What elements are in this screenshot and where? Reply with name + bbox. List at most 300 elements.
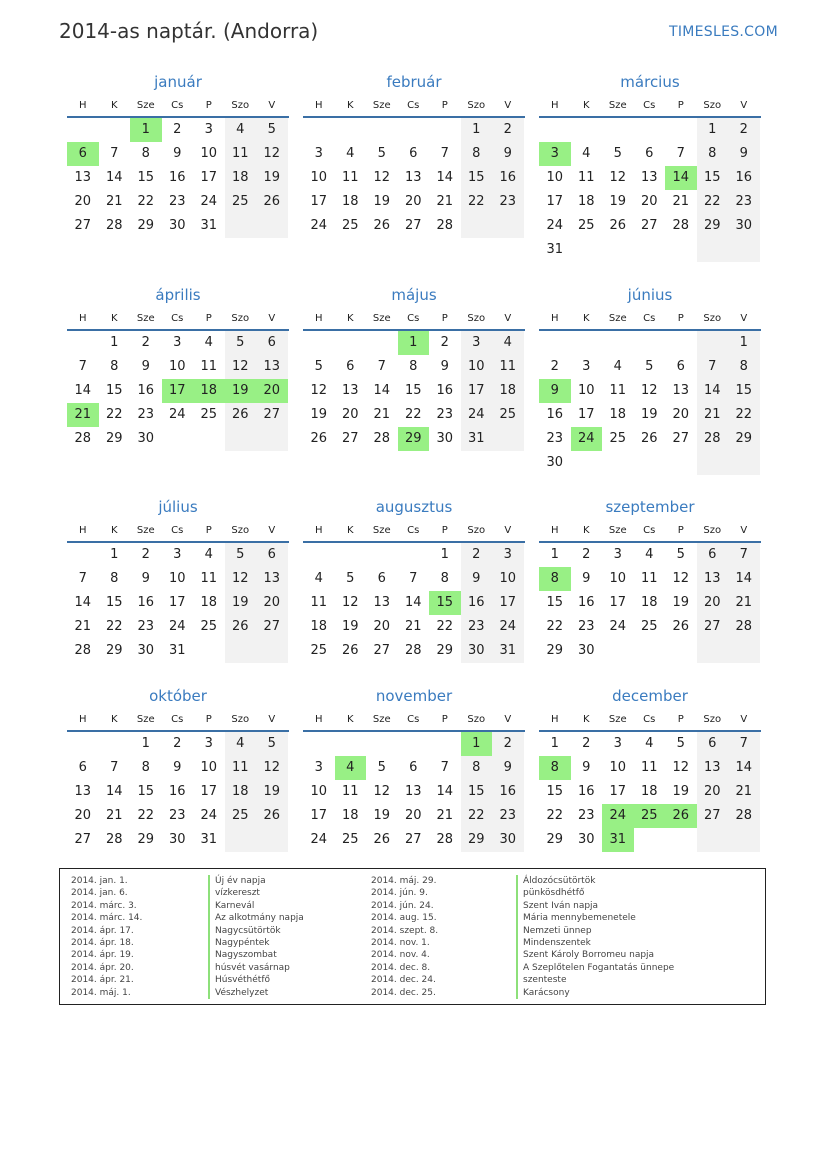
weekday-label: Sze — [136, 525, 155, 536]
day-cell: 23 — [577, 619, 595, 634]
day-cell: 10 — [577, 383, 595, 398]
day-cell: 24 — [168, 619, 186, 634]
day-cell: 18 — [225, 166, 257, 190]
legend-holiday-name: Áldozócsütörtök — [516, 875, 674, 887]
day-cell: 13 — [74, 784, 92, 799]
day-cell: 11 — [609, 383, 627, 398]
day-cell: 3 — [204, 736, 213, 751]
weekday-label: H — [314, 313, 323, 324]
day-grid — [67, 118, 289, 238]
day-cell: 15 — [404, 383, 422, 398]
day-cell: 7 — [676, 146, 685, 161]
day-cell: 5 — [676, 547, 685, 562]
day-cell: 7 — [728, 543, 760, 567]
day-cell: 31 — [200, 218, 218, 233]
weekday-label: K — [110, 525, 118, 536]
day-cell: 2 — [141, 547, 150, 562]
weekday-label: Szo — [231, 100, 250, 111]
day-cell: 9 — [173, 760, 182, 775]
day-cell: 6 — [256, 331, 288, 355]
empty-cell — [665, 828, 697, 852]
day-cell: 3 — [314, 760, 323, 775]
legend-date: 2014. máj. 1. — [71, 987, 131, 998]
empty-cell — [366, 543, 398, 567]
day-cell: 22 — [461, 190, 493, 214]
weekday-label: Cs — [643, 525, 656, 536]
day-cell: 14 — [728, 567, 760, 591]
day-cell: 4 — [645, 547, 654, 562]
empty-cell — [193, 639, 225, 663]
month-name: október — [149, 687, 207, 705]
legend-names-left — [208, 875, 304, 999]
empty-cell — [665, 118, 697, 142]
empty-cell — [398, 732, 430, 756]
day-cell: 27 — [404, 832, 422, 847]
month-name: június — [627, 286, 673, 304]
day-cell: 3 — [461, 331, 493, 355]
day-cell: 15 — [546, 595, 564, 610]
month-name: július — [158, 498, 198, 516]
day-cell: 18 — [225, 780, 257, 804]
empty-cell — [634, 828, 666, 852]
day-cell: 5 — [377, 760, 386, 775]
day-cell: 20 — [256, 379, 288, 403]
day-cell: 22 — [546, 619, 564, 634]
empty-cell — [665, 451, 697, 475]
day-cell: 29 — [137, 832, 155, 847]
legend-holiday-name: Karácsony — [516, 987, 674, 999]
empty-cell — [429, 732, 461, 756]
day-cell: 9 — [461, 567, 493, 591]
weekday-label: H — [314, 525, 323, 536]
day-cell: 19 — [256, 780, 288, 804]
weekday-label: Cs — [407, 313, 420, 324]
legend-holiday-name: Szent Iván napja — [516, 900, 674, 912]
day-cell: 2 — [173, 736, 182, 751]
day-cell: 8 — [110, 359, 119, 374]
day-grid — [67, 732, 289, 852]
day-cell: 29 — [436, 643, 454, 658]
day-cell: 14 — [373, 383, 391, 398]
weekday-label: H — [314, 714, 323, 725]
day-cell: 21 — [373, 407, 391, 422]
day-cell: 20 — [640, 194, 658, 209]
day-cell: 23 — [168, 194, 186, 209]
day-cell: 28 — [74, 431, 92, 446]
day-cell: 8 — [697, 142, 729, 166]
day-cell: 8 — [461, 756, 493, 780]
day-cell: 21 — [67, 403, 99, 427]
empty-cell — [728, 828, 760, 852]
day-cell: 29 — [105, 643, 123, 658]
empty-cell — [697, 639, 729, 663]
month-block — [539, 686, 761, 852]
day-cell: 19 — [640, 407, 658, 422]
legend-holiday-name: szenteste — [516, 974, 674, 986]
legend-date: 2014. szept. 8. — [371, 925, 439, 936]
day-cell: 10 — [310, 170, 328, 185]
day-cell: 10 — [492, 567, 524, 591]
day-cell: 27 — [697, 615, 729, 639]
day-cell: 25 — [225, 190, 257, 214]
weekday-label: P — [205, 100, 212, 111]
day-cell: 11 — [225, 142, 257, 166]
day-cell: 5 — [314, 359, 323, 374]
empty-cell — [99, 732, 131, 756]
day-cell: 21 — [672, 194, 690, 209]
day-cell: 11 — [640, 760, 658, 775]
month-name: szeptember — [605, 498, 695, 516]
day-cell: 23 — [137, 619, 155, 634]
day-cell: 23 — [137, 407, 155, 422]
month-block — [303, 72, 525, 238]
day-cell: 12 — [256, 142, 288, 166]
weekday-header — [67, 710, 289, 732]
empty-cell — [634, 639, 666, 663]
day-cell: 28 — [74, 643, 92, 658]
day-cell: 30 — [137, 431, 155, 446]
day-cell: 13 — [341, 383, 359, 398]
day-cell: 14 — [436, 784, 454, 799]
day-cell: 18 — [640, 595, 658, 610]
month-name: március — [620, 73, 680, 91]
day-cell: 17 — [609, 784, 627, 799]
day-cell: 26 — [225, 615, 257, 639]
day-cell: 23 — [461, 615, 493, 639]
day-cell: 4 — [346, 146, 355, 161]
month-name: november — [375, 687, 453, 705]
day-cell: 7 — [78, 359, 87, 374]
day-cell: 25 — [492, 403, 524, 427]
day-cell: 27 — [672, 431, 690, 446]
day-cell: 15 — [105, 383, 123, 398]
day-cell: 2 — [550, 359, 559, 374]
day-cell: 8 — [440, 571, 449, 586]
weekday-header — [303, 710, 525, 732]
legend-date: 2014. ápr. 20. — [71, 962, 134, 973]
weekday-label: Cs — [407, 525, 420, 536]
day-cell: 4 — [204, 335, 213, 350]
day-cell: 1 — [141, 736, 150, 751]
day-cell: 3 — [314, 146, 323, 161]
day-cell: 23 — [546, 431, 564, 446]
day-cell: 1 — [398, 331, 430, 355]
holiday-legend — [59, 868, 766, 1005]
day-cell: 31 — [461, 427, 493, 451]
day-cell: 8 — [141, 146, 150, 161]
day-cell: 22 — [436, 619, 454, 634]
weekday-label: Cs — [643, 313, 656, 324]
day-cell: 30 — [137, 643, 155, 658]
weekday-label: P — [441, 313, 448, 324]
day-cell: 23 — [577, 808, 595, 823]
empty-cell — [256, 214, 288, 238]
month-block — [67, 497, 289, 663]
day-cell: 6 — [256, 543, 288, 567]
day-cell: 31 — [168, 643, 186, 658]
day-cell: 1 — [461, 118, 493, 142]
day-cell: 14 — [436, 170, 454, 185]
day-cell: 25 — [225, 804, 257, 828]
day-cell: 3 — [582, 359, 591, 374]
day-cell: 29 — [461, 828, 493, 852]
month-block — [67, 72, 289, 238]
weekday-label: K — [110, 714, 118, 725]
day-cell: 21 — [105, 194, 123, 209]
day-cell: 12 — [256, 756, 288, 780]
empty-cell — [539, 118, 571, 142]
day-cell: 29 — [398, 427, 430, 451]
day-cell: 5 — [346, 571, 355, 586]
legend-date: 2014. ápr. 17. — [71, 925, 134, 936]
empty-cell — [67, 543, 99, 567]
weekday-label: V — [268, 313, 276, 324]
legend-date: 2014. jún. 24. — [371, 900, 434, 911]
weekday-label: V — [268, 714, 276, 725]
day-cell: 22 — [546, 808, 564, 823]
weekday-label: V — [268, 525, 276, 536]
weekday-label: V — [504, 313, 512, 324]
day-cell: 3 — [492, 543, 524, 567]
day-cell: 15 — [137, 170, 155, 185]
day-cell: 15 — [461, 780, 493, 804]
weekday-label: P — [441, 525, 448, 536]
weekday-label: Szo — [231, 313, 250, 324]
weekday-header — [67, 521, 289, 543]
day-cell: 28 — [728, 804, 760, 828]
weekday-label: Sze — [608, 525, 627, 536]
day-cell: 18 — [341, 194, 359, 209]
day-cell: 22 — [728, 403, 760, 427]
weekday-label: V — [740, 525, 748, 536]
day-cell: 22 — [105, 619, 123, 634]
day-cell: 22 — [404, 407, 422, 422]
day-cell: 18 — [200, 595, 218, 610]
weekday-label: K — [346, 100, 354, 111]
day-cell: 6 — [346, 359, 355, 374]
day-cell: 20 — [697, 591, 729, 615]
day-cell: 24 — [546, 218, 564, 233]
day-cell: 26 — [640, 431, 658, 446]
day-cell: 27 — [640, 218, 658, 233]
weekday-label: Sze — [608, 100, 627, 111]
day-cell: 10 — [546, 170, 564, 185]
day-cell: 7 — [409, 571, 418, 586]
weekday-label: Sze — [372, 313, 391, 324]
weekday-label: Szo — [703, 525, 722, 536]
weekday-label: H — [78, 313, 87, 324]
day-cell: 13 — [697, 756, 729, 780]
legend-date: 2014. dec. 24. — [371, 975, 436, 986]
day-cell: 16 — [728, 166, 760, 190]
day-cell: 25 — [200, 619, 218, 634]
legend-date: 2014. ápr. 19. — [71, 950, 134, 961]
weekday-label: K — [582, 100, 590, 111]
day-cell: 23 — [728, 190, 760, 214]
empty-cell — [335, 543, 367, 567]
day-cell: 9 — [141, 571, 150, 586]
day-cell: 7 — [440, 146, 449, 161]
day-cell: 1 — [550, 547, 559, 562]
day-cell: 22 — [137, 194, 155, 209]
day-cell: 24 — [200, 194, 218, 209]
day-cell: 15 — [105, 595, 123, 610]
day-cell: 20 — [256, 591, 288, 615]
day-cell: 1 — [461, 732, 493, 756]
day-cell: 14 — [74, 595, 92, 610]
day-grid — [539, 732, 761, 852]
month-name: május — [391, 286, 437, 304]
day-cell: 2 — [582, 736, 591, 751]
day-cell: 15 — [728, 379, 760, 403]
day-cell: 9 — [539, 379, 571, 403]
day-cell: 30 — [492, 828, 524, 852]
day-cell: 8 — [461, 142, 493, 166]
day-cell: 5 — [256, 118, 288, 142]
day-cell: 12 — [609, 170, 627, 185]
day-cell: 10 — [461, 355, 493, 379]
empty-cell — [728, 639, 760, 663]
day-cell: 17 — [461, 379, 493, 403]
day-cell: 20 — [404, 808, 422, 823]
day-cell: 17 — [492, 591, 524, 615]
day-cell: 19 — [310, 407, 328, 422]
weekday-label: Sze — [608, 313, 627, 324]
day-cell: 4 — [335, 756, 367, 780]
empty-cell — [303, 331, 335, 355]
day-cell: 13 — [256, 355, 288, 379]
weekday-header — [539, 710, 761, 732]
day-cell: 6 — [409, 760, 418, 775]
weekday-label: H — [314, 100, 323, 111]
day-cell: 22 — [105, 407, 123, 422]
day-cell: 16 — [137, 383, 155, 398]
day-cell: 27 — [74, 832, 92, 847]
empty-cell — [256, 427, 288, 451]
day-cell: 24 — [310, 832, 328, 847]
day-cell: 1 — [130, 118, 162, 142]
empty-cell — [461, 214, 493, 238]
day-cell: 24 — [310, 218, 328, 233]
month-block — [539, 72, 761, 262]
day-cell: 9 — [728, 142, 760, 166]
day-cell: 24 — [200, 808, 218, 823]
day-cell: 17 — [310, 808, 328, 823]
legend-holiday-name: Karnevál — [208, 900, 304, 912]
empty-cell — [492, 214, 524, 238]
empty-cell — [571, 238, 603, 262]
weekday-label: K — [582, 525, 590, 536]
day-cell: 24 — [571, 427, 603, 451]
day-cell: 6 — [676, 359, 685, 374]
day-cell: 21 — [728, 591, 760, 615]
day-cell: 24 — [609, 619, 627, 634]
day-cell: 24 — [461, 403, 493, 427]
empty-cell — [162, 427, 194, 451]
legend-holiday-name: húsvét vasárnap — [208, 962, 304, 974]
legend-date: 2014. ápr. 21. — [71, 975, 134, 986]
empty-cell — [634, 238, 666, 262]
day-cell: 30 — [461, 639, 493, 663]
day-cell: 10 — [200, 760, 218, 775]
day-cell: 6 — [645, 146, 654, 161]
weekday-label: H — [78, 714, 87, 725]
day-cell: 15 — [429, 591, 461, 615]
day-cell: 20 — [74, 808, 92, 823]
day-cell: 25 — [640, 619, 658, 634]
weekday-label: V — [740, 313, 748, 324]
weekday-header — [539, 521, 761, 543]
legend-holiday-name: Nagycsütörtök — [208, 925, 304, 937]
day-cell: 14 — [728, 756, 760, 780]
day-cell: 22 — [137, 808, 155, 823]
day-cell: 12 — [341, 595, 359, 610]
day-cell: 15 — [137, 784, 155, 799]
weekday-label: P — [441, 714, 448, 725]
day-cell: 17 — [609, 595, 627, 610]
day-cell: 11 — [577, 170, 595, 185]
day-cell: 28 — [373, 431, 391, 446]
day-cell: 21 — [436, 194, 454, 209]
day-cell: 20 — [404, 194, 422, 209]
empty-cell — [256, 828, 288, 852]
month-name: április — [155, 286, 201, 304]
day-cell: 30 — [577, 832, 595, 847]
day-cell: 20 — [697, 780, 729, 804]
day-cell: 16 — [168, 784, 186, 799]
day-cell: 26 — [310, 431, 328, 446]
day-cell: 25 — [609, 431, 627, 446]
day-cell: 19 — [341, 619, 359, 634]
day-cell: 29 — [137, 218, 155, 233]
day-cell: 13 — [404, 170, 422, 185]
brand-link[interactable]: TIMESLES.COM — [669, 24, 778, 40]
day-cell: 26 — [256, 804, 288, 828]
month-block — [67, 686, 289, 852]
day-cell: 18 — [640, 784, 658, 799]
day-cell: 19 — [373, 808, 391, 823]
day-cell: 11 — [200, 359, 218, 374]
day-cell: 13 — [697, 567, 729, 591]
day-cell: 25 — [577, 218, 595, 233]
day-grid — [303, 543, 525, 663]
day-cell: 4 — [492, 331, 524, 355]
day-cell: 28 — [728, 615, 760, 639]
empty-cell — [67, 118, 99, 142]
day-cell: 14 — [697, 379, 729, 403]
day-cell: 2 — [440, 335, 449, 350]
day-cell: 8 — [539, 567, 571, 591]
empty-cell — [398, 118, 430, 142]
day-cell: 1 — [697, 118, 729, 142]
day-cell: 16 — [137, 595, 155, 610]
day-cell: 25 — [200, 407, 218, 422]
legend-holiday-name: Nemzeti ünnep — [516, 925, 674, 937]
day-cell: 6 — [409, 146, 418, 161]
empty-cell — [602, 238, 634, 262]
day-cell: 31 — [602, 828, 634, 852]
day-cell: 12 — [225, 567, 257, 591]
day-cell: 17 — [310, 194, 328, 209]
empty-cell — [303, 732, 335, 756]
day-cell: 13 — [640, 170, 658, 185]
weekday-label: Cs — [643, 100, 656, 111]
legend-names-right — [516, 875, 674, 999]
empty-cell — [539, 331, 571, 355]
weekday-label: P — [205, 714, 212, 725]
day-cell: 27 — [256, 403, 288, 427]
weekday-label: Sze — [136, 714, 155, 725]
